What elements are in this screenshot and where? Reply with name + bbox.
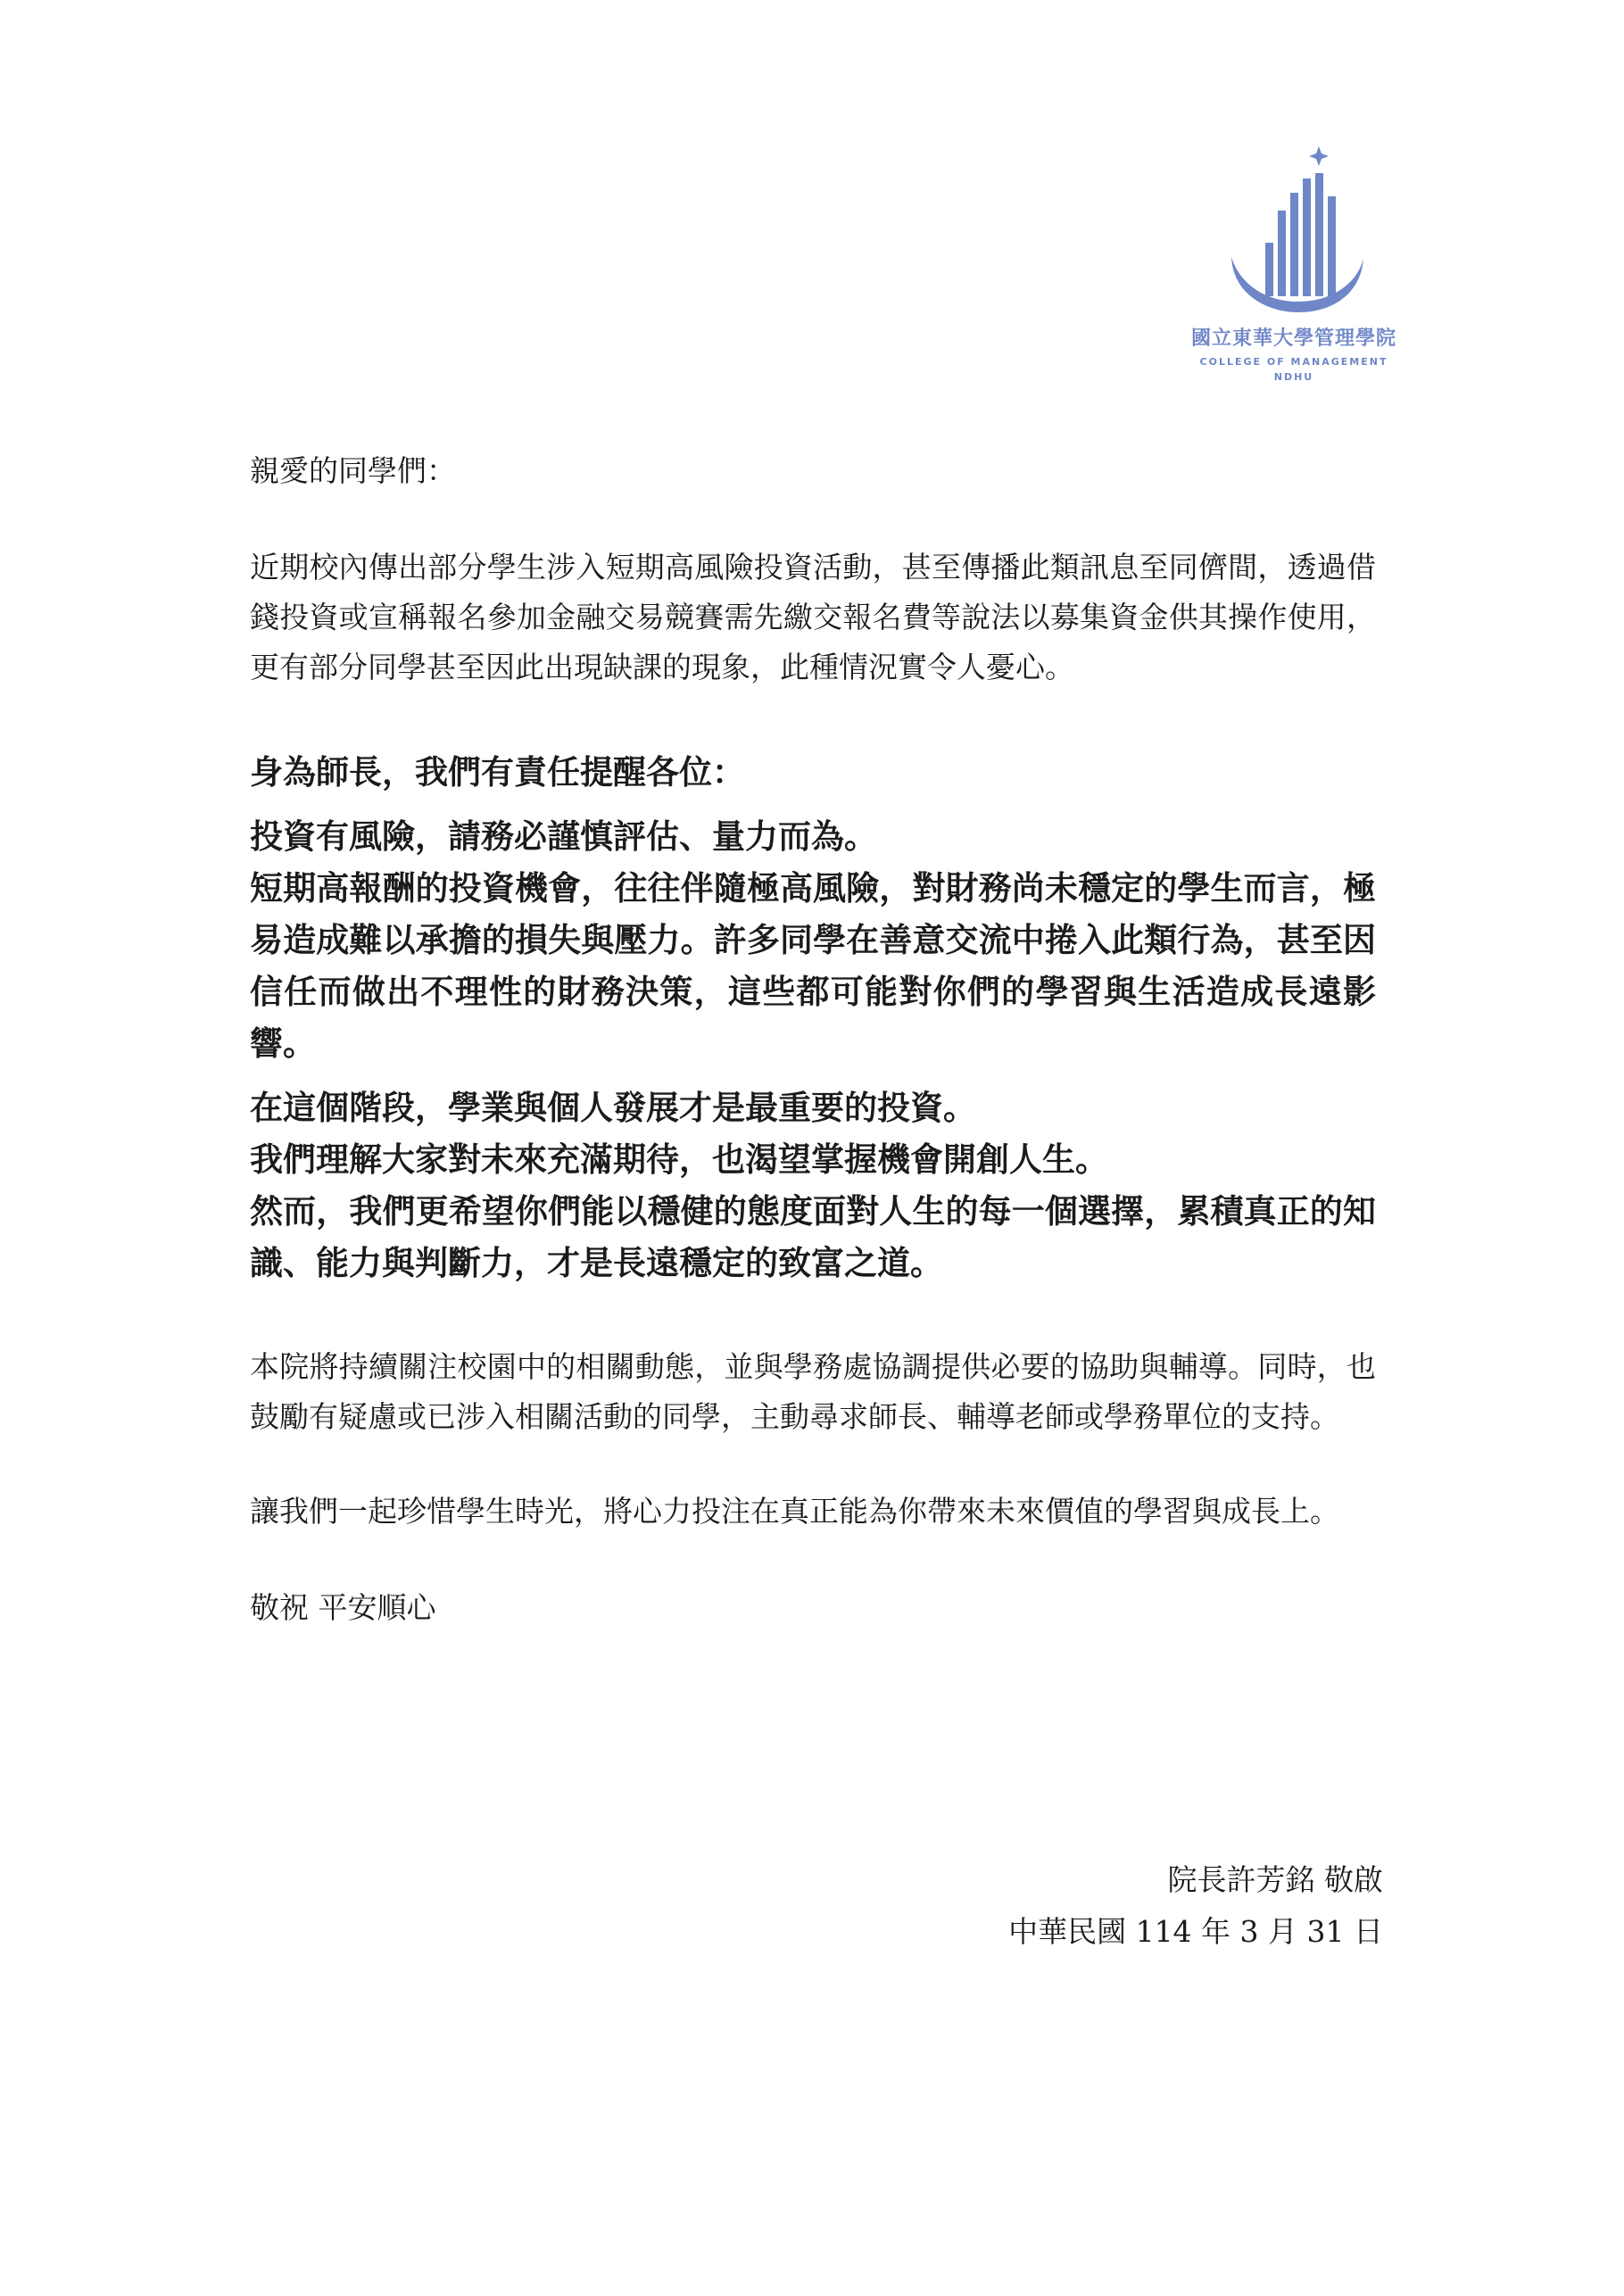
bold-hope-paragraph: 然而，我們更希望你們能以穩健的態度面對人生的每一個選擇，累積真正的知識、能力與判斷力，才是長遠穩定的致富之道。: [250, 1191, 1376, 1282]
letter-date: 中華民國 114 年 3 月 31 日: [1008, 1914, 1383, 1949]
signature-name: 院長許芳銘 敬啟: [1167, 1862, 1383, 1897]
building-logo-icon: [1214, 143, 1374, 321]
logo-name-zh: 國立東華大學管理學院: [1190, 327, 1396, 350]
signature-block: [1008, 1854, 1383, 1958]
greeting: 親愛的同學們：: [250, 453, 456, 488]
bold-priority-line: 在這個階段，學業與個人發展才是最重要的投資。: [250, 1088, 976, 1127]
logo-abbr: NDHU: [1273, 371, 1314, 383]
logo-name-en: COLLEGE OF MANAGEMENT: [1199, 356, 1388, 368]
paragraph-encouragement: 讓我們一起珍惜學生時光，將心力投注在真正能為你帶來未來價值的學習與成長上。: [250, 1494, 1339, 1529]
bold-risk-paragraph: 短期高報酬的投資機會，往往伴隨極高風險，對財務尚未穩定的學生而言，極易造成難以承擔的損失與壓力。許多同學在善意交流中捲入此類行為，甚至因信任而做出不理性的財務決策，這些都可能對你們的學習與生活造成長遠影響。: [250, 868, 1376, 1063]
bold-heading: 身為師長，我們有責任提醒各位：: [250, 752, 745, 792]
college-logo: [1178, 143, 1410, 402]
bold-understanding-line: 我們理解大家對未來充滿期待，也渴望掌握機會開創人生。: [250, 1140, 1108, 1179]
letter-body: [250, 446, 1376, 1633]
bold-warning-line: 投資有風險，請務必謹慎評估、量力而為。: [250, 816, 877, 856]
closing-wish: 敬祝 平安順心: [250, 1590, 436, 1625]
paragraph-situation: 近期校內傳出部分學生涉入短期高風險投資活動，甚至傳播此類訊息至同儕間，透過借錢投資或宣稱報名參加金融交易競賽需先繳交報名費等說法以募集資金供其操作使用，更有部分同學甚至因此出現缺課的現象，此種情況實令人憂心。: [250, 550, 1376, 684]
paragraph-support: 本院將持續關注校園中的相關動態，並與學務處協調提供必要的協助與輔導。同時，也鼓勵有疑慮或已涉入相關活動的同學，主動尋求師長、輔導老師或學務單位的支持。: [250, 1349, 1376, 1434]
